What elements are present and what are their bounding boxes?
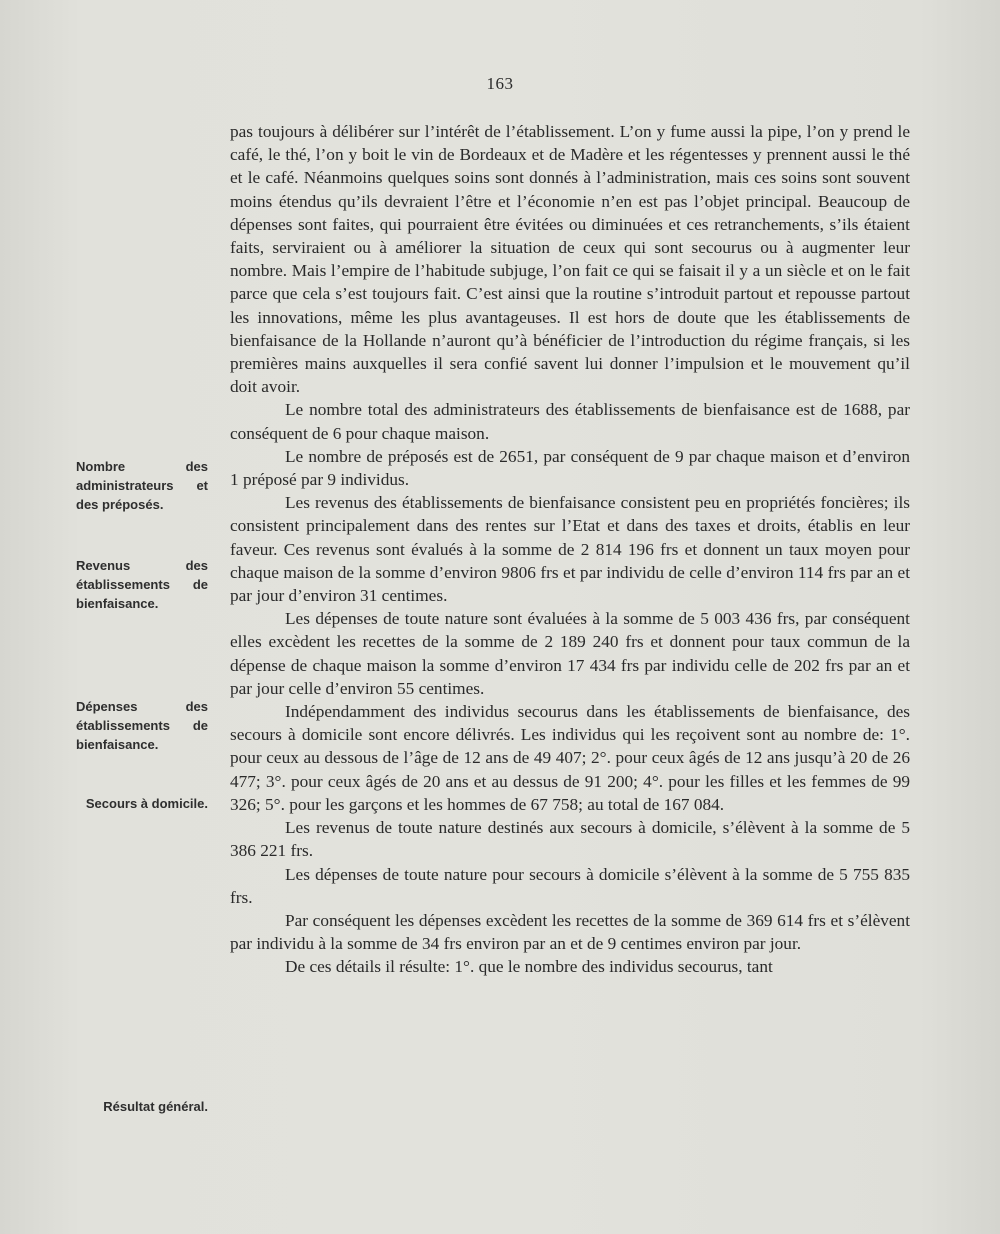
- paragraph-depenses: Les dépenses de toute nature sont évaluées à la somme de 5 003 436 frs, par conséquent elles excèdent les recettes de la somme de 2 189 240 frs et donnent pour taux commun de la dépense de chaque maison la somme d’environ 17 434 frs par individu celle de 202 frs par an et par jour celle d’environ 55 centimes.: [230, 609, 910, 698]
- paragraph-excedent: Par conséquent les dépenses excèdent les recettes de la somme de 369 614 frs et s’élèvent par individu à la somme de 34 frs environ par an et de 9 centimes environ par jour.: [230, 910, 910, 954]
- margin-note-secours: Secours à domicile.: [85, 796, 208, 811]
- paragraph-revenus: Les revenus des établissements de bienfaisance consistent peu en propriétés foncières; ils consistent principalement dans des rentes sur l’Etat et dans des taxes et droits, établis en leur faveur. Ces revenus sont évalués à la somme de 2 814 196 frs et donnent un taux moyen pour chaque maison de la somme d’environ 9806 frs et par individu de celle d’environ 114 frs par an et par jour d’environ 31 centimes.: [230, 493, 910, 606]
- paragraph-revenus-secours: Les revenus de toute nature destinés aux secours à domicile, s’élèvent à la somme de 5 386 221 frs.: [230, 818, 910, 861]
- paragraph-depenses-secours: Les dépenses de toute nature pour secours à domicile s’élèvent à la somme de 5 755 835 frs.: [230, 864, 910, 907]
- margin-note-revenus: Revenus des établissements de bienfaisance.: [76, 558, 208, 612]
- paragraph-secours-domicile: Indépendamment des individus secourus dans les établissements de bienfaisance, des secours à domicile sont encore délivrés. Les individus qui les reçoivent sont au nombre de: 1°. pour ceux au dessous de l’âge de 12 ans de 49 407; 2°. pour ceux âgés de 12 ans jusqu’à 20 de 26 477; 3°. pour ceux âgés de 20 ans et au dessus de 91 200; 4°. pour les filles et les femmes de 99 326; 5°. pour les garçons et les hommes de 67 758; au total de 167 084.: [230, 702, 910, 814]
- paragraph-preposes: Le nombre de préposés est de 2651, par conséquent de 9 par chaque maison et d’environ 1 préposé par 9 individus.: [230, 446, 910, 490]
- margin-note-depenses: Dépenses des établissements de bienfaisance.: [76, 699, 208, 753]
- paragraph-administrateurs: Le nombre total des administrateurs des établissements de bienfaisance est de 1688, par conséquent de 6 pour chaque maison.: [230, 400, 910, 443]
- paragraph-resultat: De ces détails il résulte: 1°. que le nombre des individus secourus, tant: [285, 957, 773, 977]
- page-number: 163: [486, 74, 514, 93]
- paragraph-continuation: pas toujours à délibérer sur l’intérêt de l’établissement. L’on y fume aussi la pipe, l’on y prend le café, le thé, l’on y boit le vin de Bordeaux et de Madère et les régentesses y prennent aussi le thé et le café. Néanmoins quelques soins sont donnés à l’administration, mais ces soins sont souvent moins étendus qu’ils devraient l’être et l’économie n’en est pas l’objet principal. Beaucoup de dépenses sont faites, qui pourraient être évitées ou diminuées et ces retranchements, s’ils étaient faits, serviraient ou à améliorer la situation de ceux qui sont secourus ou à augmenter leur nombre. Mais l’empire de l’habitude subjuge, l’on fait ce qui se faisait il y a un siècle et on le fait parce que cela s’est toujours fait. C’est ainsi que la routine s’introduit partout et repousse partout les innovations, même les plus avantageuses. Il est hors de doute que les établissements de bienfaisance de la Hollande n’auront qu’à bénéficier de l’introduction du régime français, si les premières mains auxquelles il sera confié savent lui donner l’impulsion et le mouvement qu’il doit avoir.: [230, 122, 910, 397]
- body-text: [230, 120, 910, 979]
- margin-note-resultat: Résultat général.: [103, 1099, 208, 1114]
- margin-note-administrateurs: Nombre des administrateurs et des préposés.: [76, 459, 208, 513]
